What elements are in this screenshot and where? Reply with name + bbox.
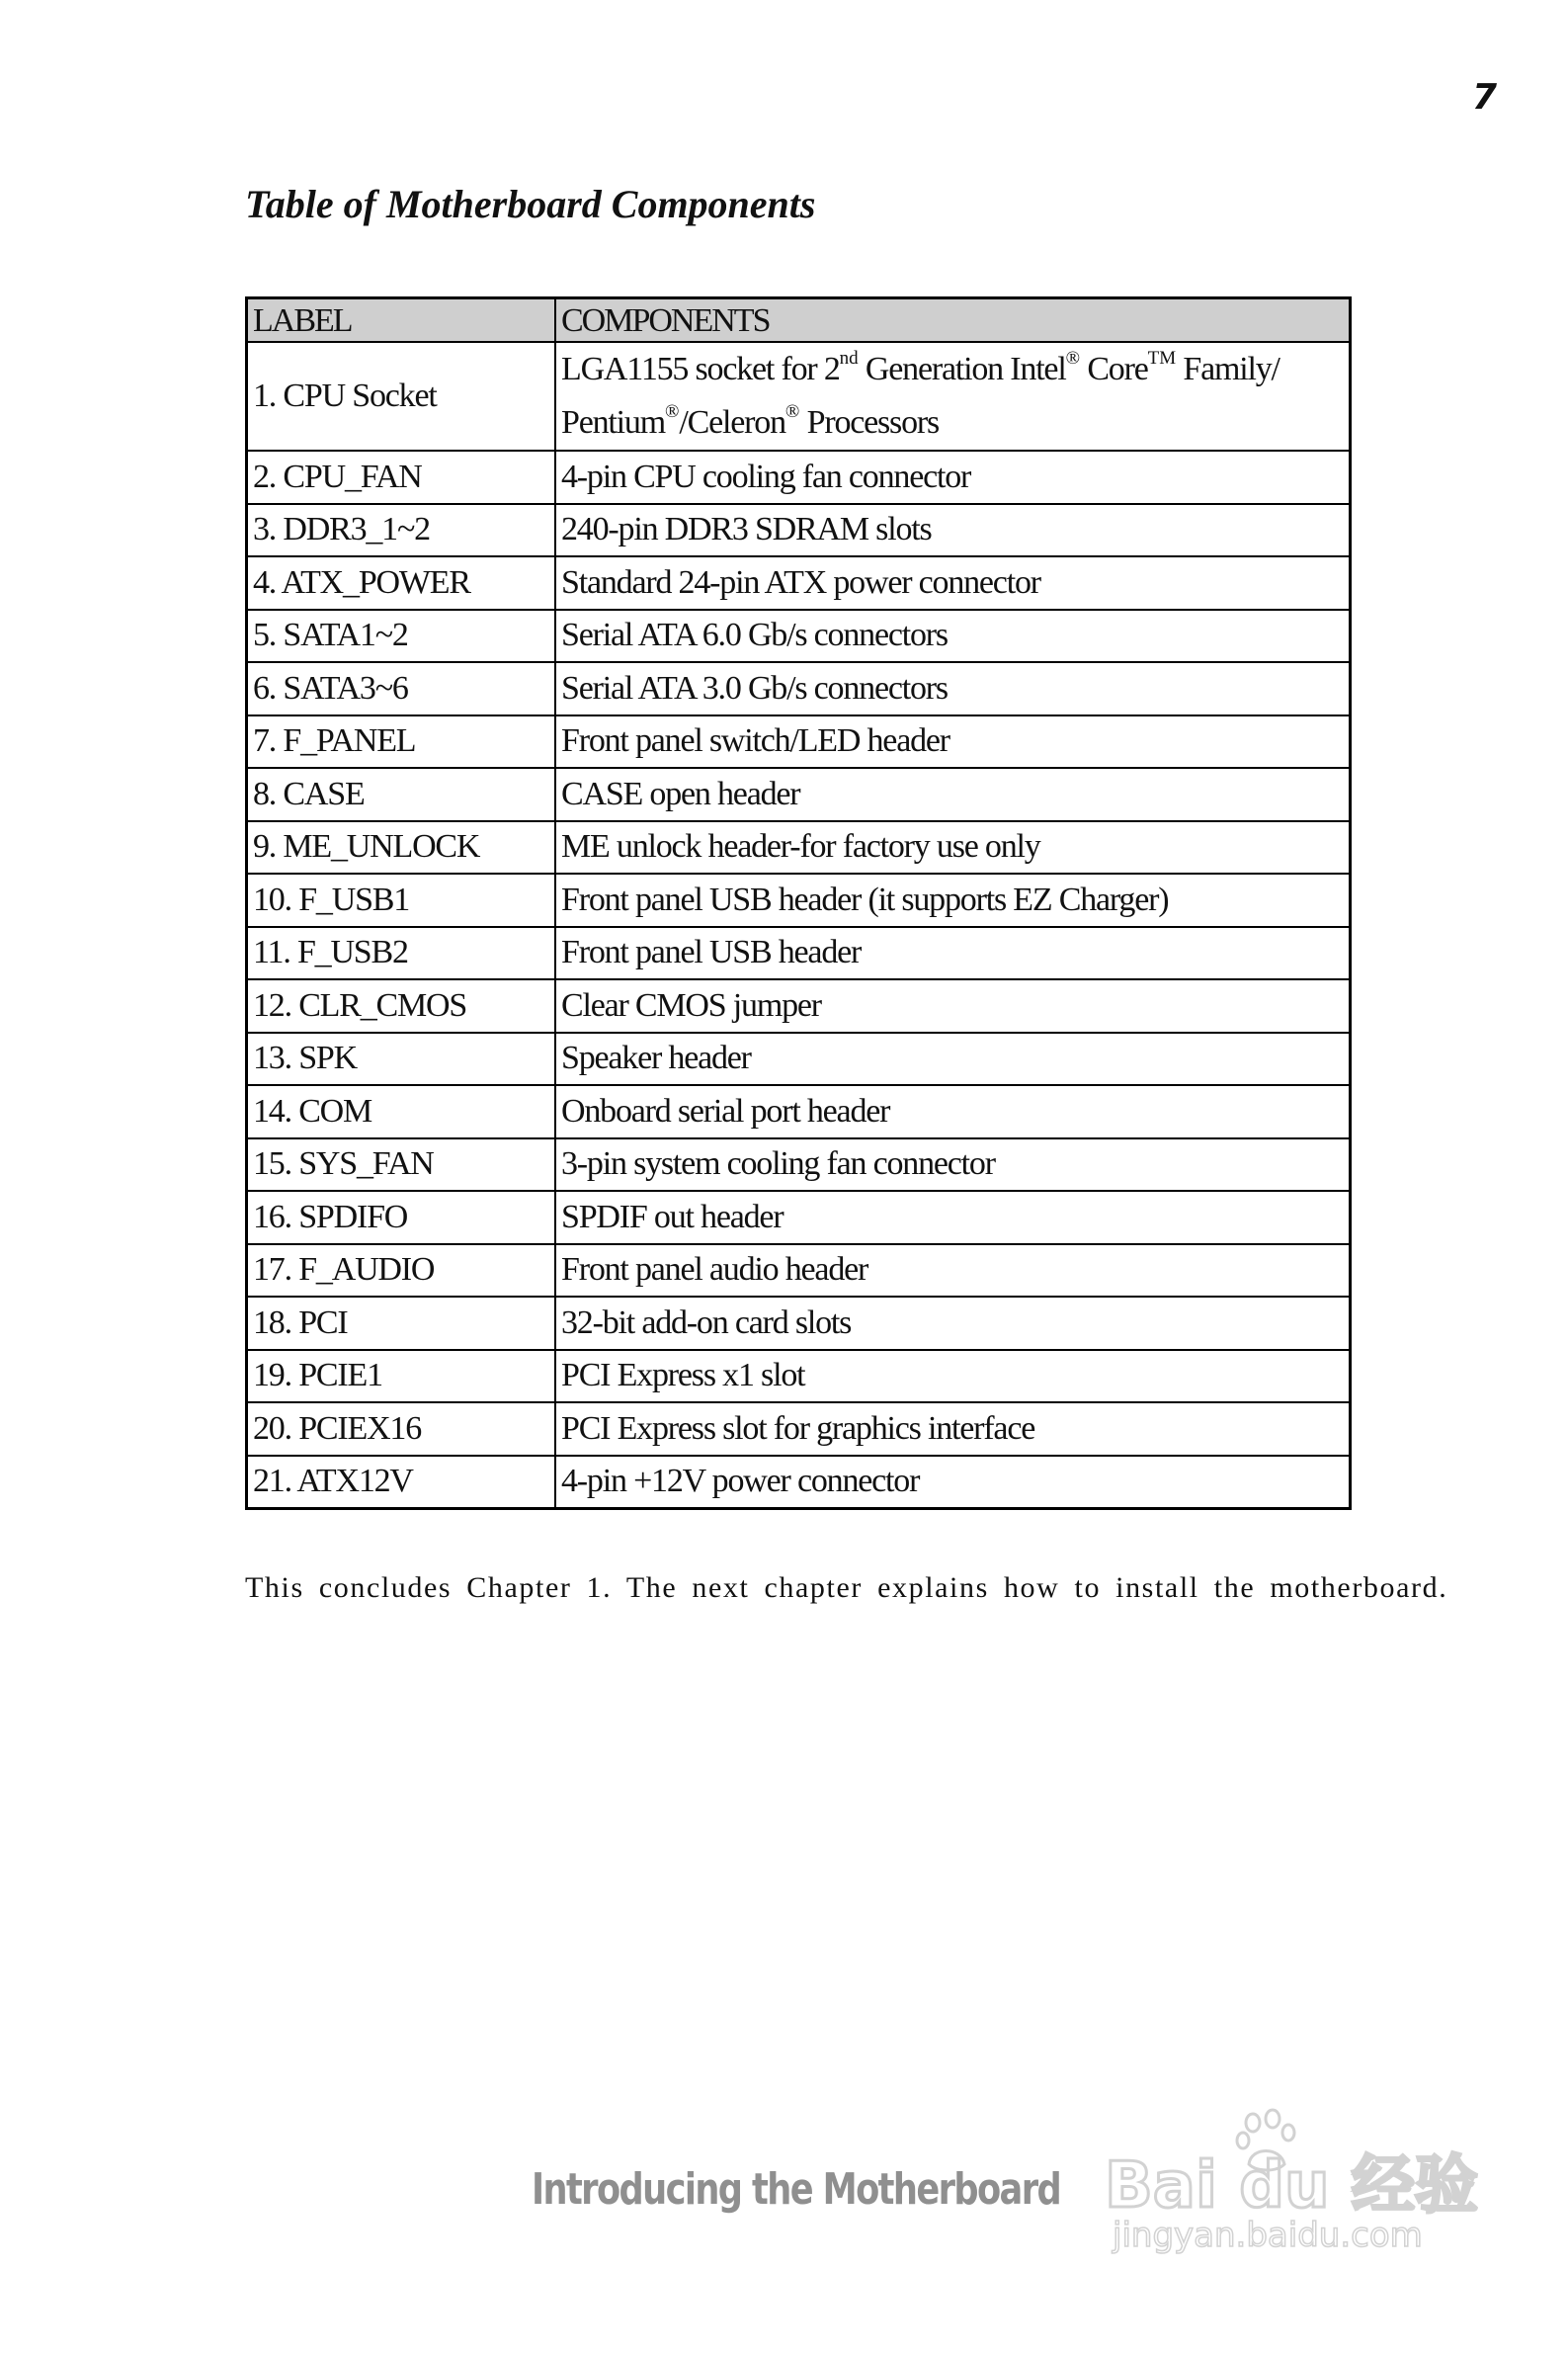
row-component: Serial ATA 3.0 Gb/s connectors	[555, 662, 1351, 715]
table-row	[247, 1191, 1351, 1244]
row-component: 4-pin CPU cooling fan connector	[555, 451, 1351, 504]
row-component: 3-pin system cooling fan connector	[555, 1138, 1351, 1192]
footer-chapter-title: Introducing the Motherboard	[532, 2164, 1061, 2215]
superscript: ®	[1065, 347, 1081, 369]
row-label: 10. F_USB1	[247, 874, 556, 927]
table-row	[247, 874, 1351, 927]
table-row	[247, 1456, 1351, 1509]
table-row	[247, 1297, 1351, 1350]
table-row	[247, 342, 1351, 451]
row-label: 18. PCI	[247, 1297, 556, 1350]
row-component: Front panel switch/LED header	[555, 715, 1351, 769]
component-text: Core	[1080, 351, 1148, 387]
row-component: Onboard serial port header	[555, 1085, 1351, 1138]
component-text: Pentium	[561, 404, 665, 441]
component-text: Processors	[799, 404, 940, 441]
row-component: Front panel USB header	[555, 927, 1351, 980]
superscript: ®	[784, 400, 800, 422]
page-title: Table of Motherboard Components	[245, 182, 816, 226]
table-row	[247, 1350, 1351, 1403]
row-component: Standard 24-pin ATX power connector	[555, 556, 1351, 610]
table-row	[247, 1138, 1351, 1192]
row-label: 4. ATX_POWER	[247, 556, 556, 610]
row-component	[555, 342, 1351, 451]
table-row	[247, 504, 1351, 557]
table-row	[247, 1033, 1351, 1086]
table-row	[247, 662, 1351, 715]
table-row	[247, 715, 1351, 769]
row-component: 240-pin DDR3 SDRAM slots	[555, 504, 1351, 557]
row-component: Serial ATA 6.0 Gb/s connectors	[555, 610, 1351, 663]
row-label: 16. SPDIFO	[247, 1191, 556, 1244]
components-column-header: COMPONENTS	[555, 298, 1351, 343]
row-label: 3. DDR3_1~2	[247, 504, 556, 557]
watermark-url: jingyan.baidu.com	[1113, 2216, 1423, 2255]
row-component: PCI Express slot for graphics interface	[555, 1402, 1351, 1456]
page-number: 7	[1472, 77, 1498, 118]
watermark-logo-text: Bai du 经验	[1105, 2149, 1478, 2223]
row-label: 5. SATA1~2	[247, 610, 556, 663]
row-label: 15. SYS_FAN	[247, 1138, 556, 1192]
row-label: 14. COM	[247, 1085, 556, 1138]
row-label: 8. CASE	[247, 768, 556, 821]
component-text: Generation Intel	[858, 351, 1066, 387]
conclusion-text: This concludes Chapter 1. The next chapter explains how to install the motherboard.	[245, 1571, 1448, 1604]
row-label: 20. PCIEX16	[247, 1402, 556, 1456]
baidu-watermark	[1105, 2105, 1480, 2273]
table-row	[247, 927, 1351, 980]
table-header-row	[247, 298, 1351, 343]
row-component: ME unlock header-for factory use only	[555, 821, 1351, 875]
table-row	[247, 768, 1351, 821]
table-row	[247, 1402, 1351, 1456]
superscript: TM	[1147, 347, 1177, 369]
components-table	[245, 296, 1352, 1510]
table-row	[247, 979, 1351, 1033]
row-label: 19. PCIE1	[247, 1350, 556, 1403]
superscript: nd	[839, 347, 859, 369]
row-label: 13. SPK	[247, 1033, 556, 1086]
row-label: 11. F_USB2	[247, 927, 556, 980]
row-component: Front panel audio header	[555, 1244, 1351, 1298]
label-column-header: LABEL	[247, 298, 556, 343]
row-label: 2. CPU_FAN	[247, 451, 556, 504]
row-label: 12. CLR_CMOS	[247, 979, 556, 1033]
table-row	[247, 821, 1351, 875]
table-row	[247, 556, 1351, 610]
component-text: Family/	[1176, 351, 1279, 387]
row-label: 1. CPU Socket	[247, 342, 556, 451]
row-component: SPDIF out header	[555, 1191, 1351, 1244]
row-label: 6. SATA3~6	[247, 662, 556, 715]
row-component: Front panel USB header (it supports EZ Charger)	[555, 874, 1351, 927]
row-label: 21. ATX12V	[247, 1456, 556, 1509]
row-label: 7. F_PANEL	[247, 715, 556, 769]
row-label: 9. ME_UNLOCK	[247, 821, 556, 875]
component-text: LGA1155 socket for 2	[561, 351, 840, 387]
row-component: Clear CMOS jumper	[555, 979, 1351, 1033]
row-component: Speaker header	[555, 1033, 1351, 1086]
table-row	[247, 1244, 1351, 1298]
table-row	[247, 451, 1351, 504]
row-label: 17. F_AUDIO	[247, 1244, 556, 1298]
table-row	[247, 1085, 1351, 1138]
superscript: ®	[664, 400, 680, 422]
row-component: PCI Express x1 slot	[555, 1350, 1351, 1403]
row-component: 32-bit add-on card slots	[555, 1297, 1351, 1350]
row-component: 4-pin +12V power connector	[555, 1456, 1351, 1509]
table-row	[247, 610, 1351, 663]
row-component: CASE open header	[555, 768, 1351, 821]
component-text: /Celeron	[679, 404, 785, 441]
